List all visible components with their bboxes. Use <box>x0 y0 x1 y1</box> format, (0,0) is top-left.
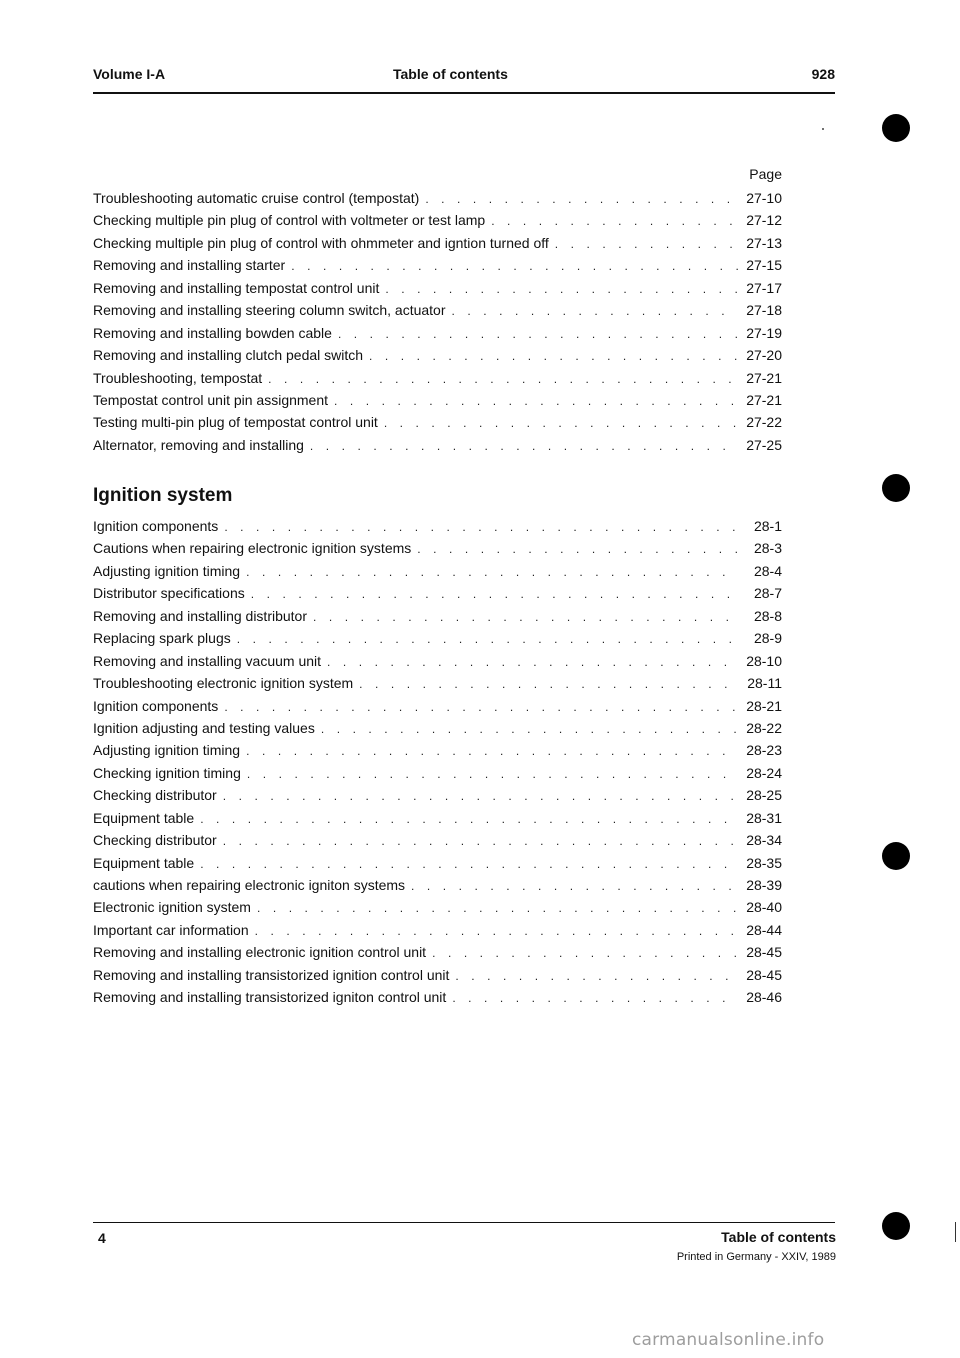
toc-entry-page: 27-25 <box>746 436 782 453</box>
dot-leader <box>417 542 738 556</box>
toc-entry <box>93 742 782 764</box>
toc-entry <box>93 518 782 540</box>
toc-entry-title: Removing and installing transistorized igniton control unit <box>93 989 447 1006</box>
dot-leader <box>291 259 738 273</box>
toc-entry-title: Equipment table <box>93 854 195 871</box>
toc-entry <box>93 235 782 257</box>
dot-leader <box>411 879 738 893</box>
toc-entry-page: 27-19 <box>746 324 782 341</box>
toc-entry <box>93 944 782 966</box>
toc-entry-page: 28-22 <box>746 719 782 736</box>
toc-entry-title: Important car information <box>93 921 249 938</box>
toc-entry-title: Removing and installing clutch pedal switch <box>93 347 364 364</box>
toc-entry <box>93 370 782 392</box>
toc-entry-title: Equipment table <box>93 809 195 826</box>
toc-entry <box>93 899 782 921</box>
toc-entry-page: 27-21 <box>746 369 782 386</box>
toc-entry-page: 27-22 <box>746 414 782 431</box>
toc-entry-page: 28-24 <box>746 764 782 781</box>
dot-leader <box>385 282 738 296</box>
toc-entry-title: Removing and installing transistorized ignition control unit <box>93 966 450 983</box>
toc-entry <box>93 325 782 347</box>
toc-entry-page: 28-31 <box>746 809 782 826</box>
footer-page-number: 4 <box>98 1230 106 1246</box>
dot-leader <box>452 991 738 1005</box>
footer-rule <box>93 1222 835 1223</box>
toc-entry-title: Electronic ignition system <box>93 899 251 916</box>
toc-list-starter-cruise <box>93 190 782 459</box>
dot-leader <box>334 394 738 408</box>
dot-leader <box>237 632 738 646</box>
toc-entry-title: Ignition components <box>93 697 219 714</box>
dot-leader <box>224 700 738 714</box>
dot-leader <box>246 744 738 758</box>
toc-entry <box>93 967 782 989</box>
dot-leader <box>247 767 738 781</box>
toc-list-ignition <box>93 518 782 1012</box>
toc-entry-title: Adjusting ignition timing <box>93 562 241 579</box>
toc-entry <box>93 765 782 787</box>
toc-entry <box>93 877 782 899</box>
dot-leader <box>257 901 738 915</box>
binder-hole <box>882 474 910 502</box>
toc-entry-title: Ignition components <box>93 518 219 534</box>
dot-leader <box>491 214 738 228</box>
toc-entry-page: 28-9 <box>753 630 782 647</box>
scan-edge-mark <box>955 1222 956 1242</box>
toc-entry <box>93 563 782 585</box>
toc-entry <box>93 832 782 854</box>
volume-label: Volume I-A <box>93 66 166 82</box>
toc-entry <box>93 437 782 459</box>
toc-entry-title: Tempostat control unit pin assignment <box>93 391 329 408</box>
toc-entry-title: Checking multiple pin plug of control with ohmmeter and igntion turned off <box>93 234 549 251</box>
toc-entry-page: 28-45 <box>746 944 782 961</box>
toc-entry-title: Distributor specifications <box>93 585 245 602</box>
toc-entry-page: 28-40 <box>746 899 782 916</box>
toc-entry-page: 27-10 <box>746 190 782 206</box>
toc-entry <box>93 212 782 234</box>
toc-entry-title: Testing multi-pin plug of tempostat control unit <box>93 414 378 431</box>
toc-entry <box>93 630 782 652</box>
dot-leader <box>310 439 738 453</box>
toc-entry-title: Removing and installing distributor <box>93 607 307 624</box>
toc-entry-page: 27-20 <box>746 347 782 364</box>
toc-entry-title: Removing and installing tempostat control unit <box>93 279 380 296</box>
toc-entry <box>93 787 782 809</box>
toc-entry <box>93 414 782 436</box>
dot-leader <box>452 304 738 318</box>
header-title: Table of contents <box>393 66 508 82</box>
toc-entry-page: 27-13 <box>746 234 782 251</box>
toc-entry-title: Removing and installing steering column switch, actuator <box>93 302 446 319</box>
toc-entry <box>93 540 782 562</box>
toc-entry-page: 28-21 <box>746 697 782 714</box>
page-header <box>93 62 835 94</box>
dot-leader <box>200 857 738 871</box>
toc-entry-title: Troubleshooting, tempostat <box>93 369 263 386</box>
toc-entry-page: 28-46 <box>746 989 782 1006</box>
toc-entry <box>93 190 782 212</box>
toc-entry-page: 28-39 <box>746 877 782 893</box>
dot-leader <box>268 372 738 386</box>
toc-entry-title: Adjusting ignition timing <box>93 742 241 759</box>
dot-leader <box>223 789 738 803</box>
toc-entry <box>93 280 782 302</box>
dot-leader <box>455 969 738 983</box>
binder-hole <box>882 842 910 870</box>
section-heading: Ignition system <box>93 485 233 506</box>
toc-entry-page: 28-7 <box>753 585 782 602</box>
toc-entry <box>93 922 782 944</box>
toc-entry-page: 28-34 <box>746 832 782 849</box>
dot-leader <box>200 812 738 826</box>
dot-leader <box>384 416 738 430</box>
toc-entry-page: 27-17 <box>746 279 782 296</box>
toc-entry-title: Checking distributor <box>93 787 217 804</box>
toc-entry <box>93 855 782 877</box>
dot-leader <box>327 655 738 669</box>
toc-entry <box>93 608 782 630</box>
page-column-label: Page <box>749 166 782 182</box>
toc-entry-title: Removing and installing electronic ignition control unit <box>93 944 427 961</box>
toc-entry <box>93 810 782 832</box>
toc-entry-page: 27-15 <box>746 257 782 274</box>
toc-entry-title: Checking multiple pin plug of control with voltmeter or test lamp <box>93 212 486 229</box>
toc-entry-title: cautions when repairing electronic igniton systems <box>93 877 406 893</box>
dot-leader <box>251 587 738 601</box>
toc-entry-page: 28-4 <box>753 562 782 579</box>
dot-leader <box>246 565 738 579</box>
dot-leader <box>255 924 738 938</box>
toc-entry <box>93 720 782 742</box>
toc-entry-page: 28-35 <box>746 854 782 871</box>
dot-leader <box>359 677 738 691</box>
toc-entry <box>93 698 782 720</box>
toc-entry-title: Troubleshooting automatic cruise control (tempostat) <box>93 190 420 206</box>
scan-speck <box>822 128 824 130</box>
dot-leader <box>432 946 738 960</box>
toc-entry-page: 28-8 <box>753 607 782 624</box>
toc-entry-page: 28-23 <box>746 742 782 759</box>
model-number: 928 <box>811 66 835 82</box>
toc-entry-title: Alternator, removing and installing <box>93 436 304 453</box>
toc-entry-page: 27-12 <box>746 212 782 229</box>
dot-leader <box>425 192 738 206</box>
toc-entry <box>93 989 782 1011</box>
toc-entry-title: Replacing spark plugs <box>93 630 231 647</box>
dot-leader <box>338 327 738 341</box>
toc-entry <box>93 257 782 279</box>
toc-entry <box>93 302 782 324</box>
toc-entry-page: 28-1 <box>753 518 782 534</box>
footer-printed-note: Printed in Germany - XXIV, 1989 <box>676 1251 836 1263</box>
binder-hole <box>882 114 910 142</box>
toc-entry-page: 28-11 <box>747 675 782 692</box>
toc-entry-title: Cautions when repairing electronic ignition systems <box>93 540 412 557</box>
toc-entry-title: Removing and installing vacuum unit <box>93 652 322 669</box>
dot-leader <box>313 610 738 624</box>
toc-entry-page: 28-44 <box>746 921 782 938</box>
toc-entry-title: Checking ignition timing <box>93 764 241 781</box>
toc-entry-page: 27-21 <box>746 391 782 408</box>
dot-leader <box>555 237 738 251</box>
toc-entry-page: 28-3 <box>753 540 782 557</box>
toc-entry <box>93 675 782 697</box>
toc-entry-page: 28-45 <box>746 966 782 983</box>
toc-entry-title: Troubleshooting electronic ignition system <box>93 675 354 692</box>
dot-leader <box>321 722 738 736</box>
toc-entry <box>93 347 782 369</box>
watermark: carmanualsonline.info <box>632 1330 825 1350</box>
dot-leader <box>369 349 738 363</box>
toc-entry <box>93 392 782 414</box>
toc-entry-page: 27-18 <box>746 302 782 319</box>
footer-title: Table of contents <box>721 1229 836 1245</box>
binder-hole <box>882 1212 910 1240</box>
toc-entry <box>93 653 782 675</box>
dot-leader <box>224 520 738 534</box>
toc-entry-title: Removing and installing starter <box>93 257 286 274</box>
toc-entry <box>93 585 782 607</box>
toc-entry-page: 28-10 <box>746 652 782 669</box>
toc-entry-page: 28-25 <box>746 787 782 804</box>
toc-entry-title: Checking distributor <box>93 832 217 849</box>
toc-entry-title: Ignition adjusting and testing values <box>93 719 315 736</box>
dot-leader <box>223 834 738 848</box>
toc-entry-title: Removing and installing bowden cable <box>93 324 332 341</box>
